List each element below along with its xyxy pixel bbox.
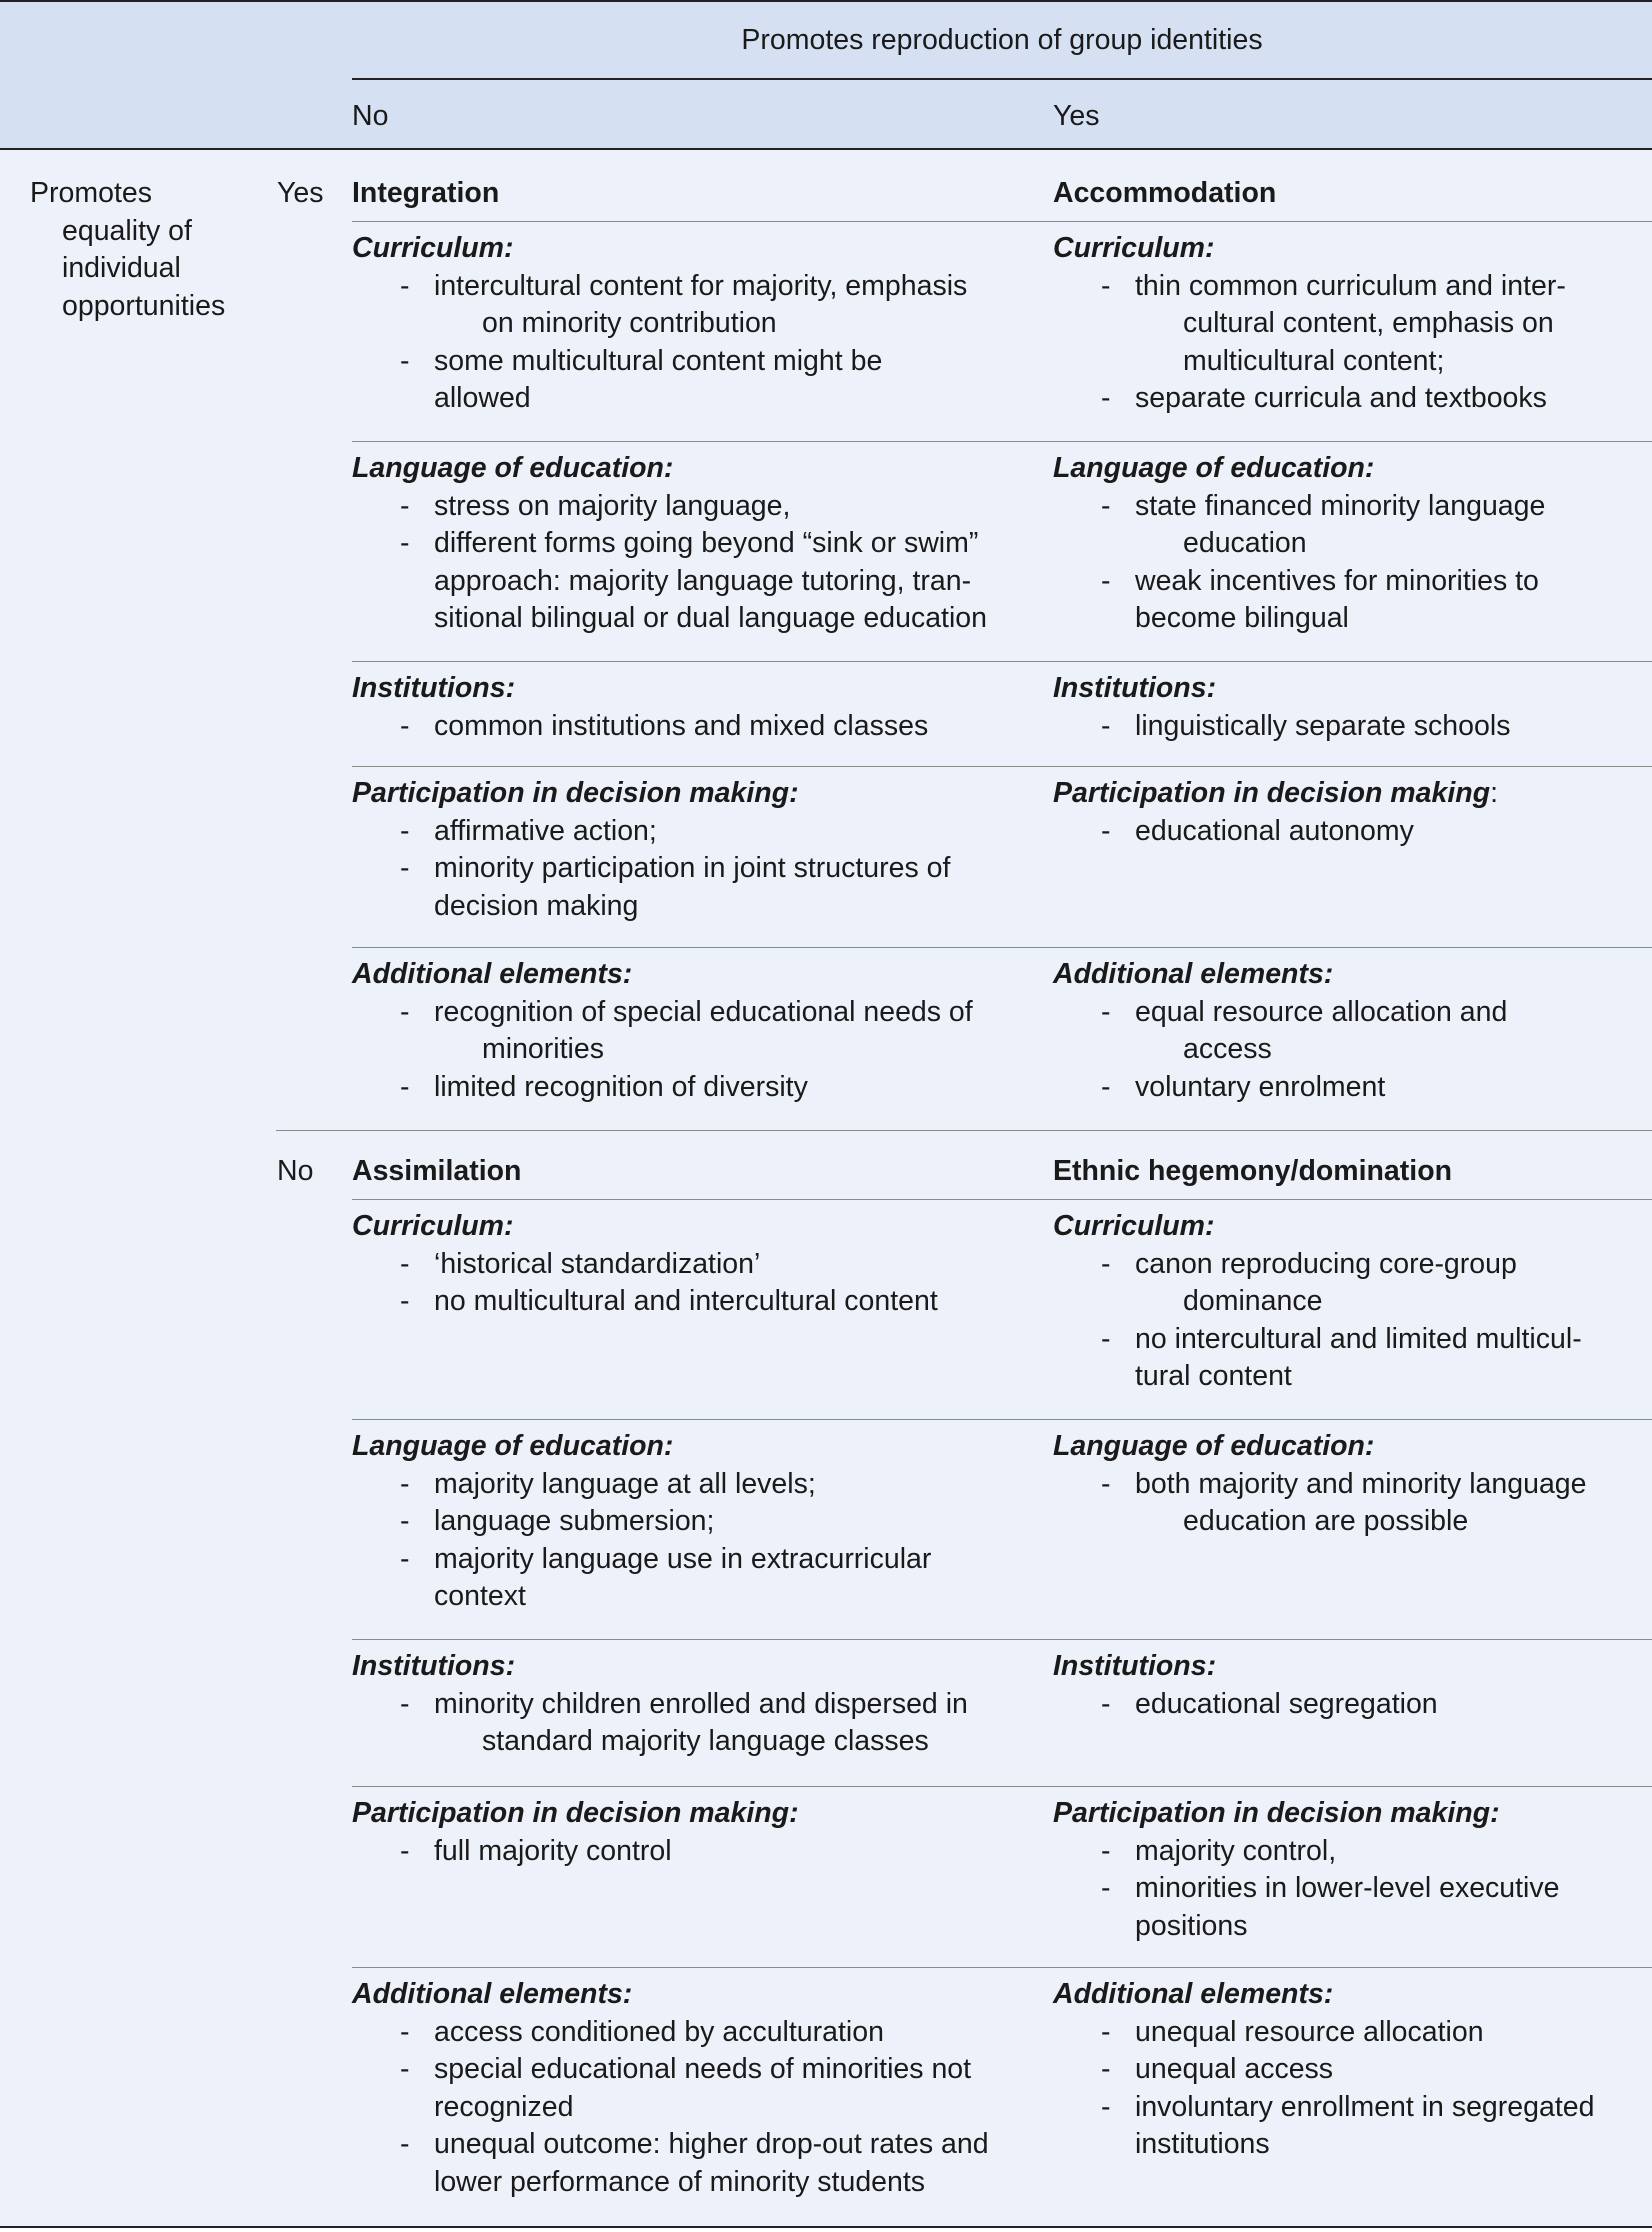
list-item-line: no intercultural and limited multicul- bbox=[1135, 1322, 1582, 1355]
column-group-heading: Promotes reproduction of group identities bbox=[741, 24, 1263, 56]
list-item-line: involuntary enrollment in segregated bbox=[1135, 2090, 1595, 2123]
list-item bbox=[352, 2014, 1032, 2052]
list-item bbox=[352, 1833, 1032, 1871]
subheading-text: Participation in decision making: bbox=[352, 777, 799, 809]
subheading bbox=[1053, 775, 1652, 813]
cell-institutions bbox=[352, 1648, 1032, 1761]
list-item-line: educational autonomy bbox=[1135, 814, 1414, 847]
subheading-text: Curriculum: bbox=[1053, 1210, 1215, 1242]
list-item-line: minorities in lower-level executive bbox=[1135, 1872, 1560, 1904]
list-item bbox=[352, 1686, 1032, 1761]
list-item-line: lower performance of minority students bbox=[434, 2165, 926, 2198]
row-group-heading bbox=[30, 175, 260, 325]
list-item-line: different forms going beyond “sink or swim” bbox=[434, 527, 979, 559]
cell-type-title bbox=[1053, 175, 1652, 213]
list-item bbox=[352, 2051, 1032, 2126]
list-item-line: linguistically separate schools bbox=[1135, 709, 1511, 742]
subheading bbox=[352, 1648, 1032, 1686]
subheading-text: Additional elements: bbox=[1053, 1978, 1334, 2010]
bullet-list bbox=[352, 1686, 1032, 1761]
list-item-line: both majority and minority language bbox=[1135, 1467, 1587, 1500]
list-item-line: full majority control bbox=[434, 1834, 672, 1867]
bullet-dash: - bbox=[400, 1247, 410, 1280]
list-item-line: recognized bbox=[434, 2090, 574, 2123]
cell-language bbox=[352, 1428, 1032, 1616]
list-item-line: minority participation in joint structures of bbox=[434, 852, 951, 884]
bullet-list bbox=[1053, 708, 1652, 746]
list-item bbox=[352, 525, 1032, 638]
table-section bbox=[352, 947, 1652, 1103]
table-section bbox=[352, 661, 1652, 742]
subheading-text: Institutions: bbox=[352, 672, 516, 704]
list-item bbox=[352, 1069, 1032, 1107]
type-title: Integration bbox=[352, 177, 500, 209]
list-item bbox=[1053, 813, 1652, 851]
subheading bbox=[352, 670, 1032, 708]
list-item-line: intercultural content for majority, emphasis bbox=[434, 269, 968, 302]
list-item-line: majority control, bbox=[1135, 1834, 1337, 1867]
subheading bbox=[1053, 1976, 1652, 2014]
bullet-list bbox=[1053, 1686, 1652, 1724]
list-item-line: majority language at all levels; bbox=[434, 1467, 816, 1500]
bullet-list bbox=[1053, 994, 1652, 1107]
table-section bbox=[352, 1786, 1652, 1942]
cell-additional bbox=[352, 956, 1032, 1106]
list-item bbox=[352, 850, 1032, 925]
table-section bbox=[352, 1199, 1652, 1392]
subheading bbox=[1053, 1208, 1652, 1246]
subheading bbox=[352, 956, 1032, 994]
list-item bbox=[352, 343, 1032, 418]
subheading-text: Participation in decision making bbox=[1053, 777, 1491, 809]
list-item-line: tural content bbox=[1135, 1360, 1292, 1392]
subheading bbox=[352, 1795, 1032, 1833]
bullet-list bbox=[352, 2014, 1032, 2202]
list-item bbox=[352, 1466, 1032, 1504]
subheading bbox=[1053, 1648, 1652, 1686]
bullet-dash: - bbox=[1101, 1834, 1111, 1867]
bullet-dash: - bbox=[1101, 995, 1111, 1028]
cell-language bbox=[1053, 1428, 1652, 1541]
subheading-text: Institutions: bbox=[352, 1650, 516, 1682]
bullet-list bbox=[352, 708, 1032, 746]
list-item-line: special educational needs of minorities not bbox=[434, 2053, 972, 2085]
bullet-dash: - bbox=[400, 527, 410, 559]
subheading-text: Language of education: bbox=[1053, 1430, 1375, 1462]
bullet-list bbox=[1053, 488, 1652, 638]
list-item-line: access bbox=[1183, 1033, 1272, 1065]
list-item-line: context bbox=[434, 1580, 526, 1612]
bullet-dash: - bbox=[400, 814, 410, 847]
bottom-rule bbox=[0, 2226, 1652, 2228]
cell-participation bbox=[1053, 1795, 1652, 1945]
bullet-list bbox=[1053, 1466, 1652, 1541]
bullet-dash: - bbox=[400, 2128, 410, 2160]
bullet-dash: - bbox=[1101, 564, 1111, 597]
list-item-line: limited recognition of diversity bbox=[434, 1070, 808, 1103]
cell-institutions bbox=[1053, 1648, 1652, 1723]
subheading-text: Institutions: bbox=[1053, 672, 1217, 704]
subheading bbox=[352, 1428, 1032, 1466]
row-group-heading-line: Promotes bbox=[30, 177, 152, 209]
table-section bbox=[352, 221, 1652, 414]
subheading-text: Curriculum: bbox=[352, 1210, 514, 1242]
subheading bbox=[1053, 1428, 1652, 1466]
bullet-list bbox=[352, 1466, 1032, 1616]
list-item-line: unequal access bbox=[1135, 2053, 1334, 2085]
list-item-line: allowed bbox=[434, 382, 531, 414]
list-item bbox=[1053, 708, 1652, 746]
list-item-line: voluntary enrolment bbox=[1135, 1070, 1386, 1103]
list-item-line: unequal resource allocation bbox=[1135, 2015, 1484, 2048]
list-item bbox=[1053, 994, 1652, 1069]
bullet-dash: - bbox=[400, 852, 410, 884]
list-item-line: dominance bbox=[1183, 1285, 1323, 1317]
subheading bbox=[1053, 956, 1652, 994]
bullet-list bbox=[352, 268, 1032, 418]
list-item-line: canon reproducing core-group bbox=[1135, 1247, 1517, 1280]
cell-additional bbox=[1053, 1976, 1652, 2164]
cell-additional bbox=[352, 1976, 1032, 2201]
list-item-line: educational segregation bbox=[1135, 1687, 1438, 1720]
subheading-text: Additional elements: bbox=[1053, 958, 1334, 990]
list-item-line: unequal outcome: higher drop-out rates and bbox=[434, 2128, 989, 2160]
cell-participation bbox=[352, 1795, 1032, 1870]
bullet-dash: - bbox=[400, 1542, 410, 1575]
bullet-dash: - bbox=[1101, 382, 1111, 414]
list-item bbox=[352, 994, 1032, 1069]
bullet-dash: - bbox=[1101, 1467, 1111, 1500]
list-item-line: weak incentives for minorities to bbox=[1135, 564, 1539, 597]
list-item-line: education are possible bbox=[1183, 1505, 1469, 1537]
bullet-dash: - bbox=[400, 489, 410, 522]
bullet-list bbox=[352, 488, 1032, 638]
bullet-dash: - bbox=[1101, 2015, 1111, 2048]
bullet-list bbox=[1053, 1833, 1652, 1946]
list-item-line: equal resource allocation and bbox=[1135, 995, 1508, 1028]
list-item-line: affirmative action; bbox=[434, 814, 657, 847]
list-item-line: ‘historical standardization’ bbox=[434, 1247, 761, 1280]
bullet-dash: - bbox=[1101, 814, 1111, 847]
list-item bbox=[1053, 268, 1652, 381]
subheading-text: Language of education: bbox=[352, 1430, 674, 1462]
list-item bbox=[1053, 1321, 1652, 1396]
bullet-dash: - bbox=[1101, 1322, 1111, 1355]
bullet-dash: - bbox=[1101, 1872, 1111, 1904]
row-group-heading-line: equality of bbox=[62, 214, 192, 247]
list-item-line: recognition of special educational needs of bbox=[434, 995, 973, 1028]
subheading bbox=[352, 1208, 1032, 1246]
row-group-heading-line: individual bbox=[62, 252, 181, 284]
cell-curriculum bbox=[1053, 1208, 1652, 1396]
list-item bbox=[352, 2126, 1032, 2201]
subheading-text: Language of education: bbox=[1053, 452, 1375, 484]
subheading bbox=[352, 1976, 1032, 2014]
bullet-dash: - bbox=[400, 1467, 410, 1500]
list-item-line: multicultural content; bbox=[1183, 344, 1445, 377]
bullet-dash: - bbox=[400, 2015, 410, 2048]
list-item bbox=[1053, 1686, 1652, 1724]
cell-institutions bbox=[1053, 670, 1652, 745]
type-title: Ethnic hegemony/domination bbox=[1053, 1155, 1453, 1187]
table-header bbox=[0, 0, 1652, 150]
list-item bbox=[352, 1283, 1032, 1321]
bullet-list bbox=[352, 1246, 1032, 1321]
cell-curriculum bbox=[1053, 230, 1652, 418]
bullet-dash: - bbox=[1101, 1247, 1111, 1280]
bullet-dash: - bbox=[1101, 269, 1111, 302]
bullet-dash: - bbox=[400, 1285, 410, 1317]
list-item bbox=[352, 488, 1032, 526]
bullet-dash: - bbox=[1101, 489, 1111, 522]
bullet-dash: - bbox=[1101, 1687, 1111, 1720]
bullet-dash: - bbox=[1101, 2053, 1111, 2085]
subheading-text: Additional elements: bbox=[352, 1978, 633, 2010]
list-item-line: minorities bbox=[482, 1033, 604, 1065]
list-item-line: institutions bbox=[1135, 2128, 1270, 2160]
subheading-colon: : bbox=[1490, 777, 1499, 809]
list-item bbox=[1053, 1833, 1652, 1871]
bullet-list bbox=[1053, 1246, 1652, 1396]
list-item-line: common institutions and mixed classes bbox=[434, 709, 929, 742]
list-item bbox=[352, 268, 1032, 343]
bullet-dash: - bbox=[1101, 709, 1111, 742]
list-item-line: approach: majority language tutoring, tran- bbox=[434, 564, 972, 597]
subheading-text: Curriculum: bbox=[1053, 232, 1215, 264]
list-item-line: positions bbox=[1135, 1909, 1248, 1942]
list-item-line: education bbox=[1183, 527, 1307, 559]
bullet-list bbox=[352, 1833, 1032, 1871]
cell-type-title bbox=[1053, 1153, 1652, 1191]
list-item bbox=[1053, 1466, 1652, 1541]
bullet-dash: - bbox=[400, 995, 410, 1028]
bullet-dash: - bbox=[400, 1834, 410, 1867]
row-divider bbox=[276, 1130, 1652, 1131]
list-item-line: language submersion; bbox=[434, 1505, 715, 1537]
list-item-line: majority language use in extracurricular bbox=[434, 1542, 932, 1575]
list-item bbox=[1053, 488, 1652, 563]
list-item bbox=[1053, 380, 1652, 418]
bullet-dash: - bbox=[1101, 1070, 1111, 1103]
column-heading-no: No bbox=[352, 100, 389, 132]
list-item-line: cultural content, emphasis on bbox=[1183, 307, 1554, 339]
list-item-line: access conditioned by acculturation bbox=[434, 2015, 884, 2048]
list-item bbox=[352, 708, 1032, 746]
list-item-line: thin common curriculum and inter- bbox=[1135, 269, 1566, 302]
bullet-dash: - bbox=[400, 709, 410, 742]
subheading-text: Participation in decision making: bbox=[352, 1797, 799, 1829]
table-section bbox=[352, 441, 1652, 634]
bullet-list bbox=[1053, 813, 1652, 851]
bullet-dash: - bbox=[400, 269, 410, 302]
bullet-dash: - bbox=[400, 1687, 410, 1720]
subheading-text: Language of education: bbox=[352, 452, 674, 484]
list-item-line: sitional bilingual or dual language education bbox=[434, 602, 987, 634]
list-item bbox=[352, 1246, 1032, 1284]
bullet-dash: - bbox=[400, 1505, 410, 1537]
list-item bbox=[1053, 1069, 1652, 1107]
list-item bbox=[352, 813, 1032, 851]
table-section bbox=[352, 1419, 1652, 1612]
cell-participation bbox=[1053, 775, 1652, 850]
bullet-list bbox=[1053, 268, 1652, 418]
list-item bbox=[1053, 2051, 1652, 2089]
subheading bbox=[1053, 450, 1652, 488]
list-item-line: decision making bbox=[434, 889, 639, 922]
bullet-dash: - bbox=[400, 1070, 410, 1103]
subheading-text: Institutions: bbox=[1053, 1650, 1217, 1682]
table-section bbox=[352, 766, 1652, 922]
cell-institutions bbox=[352, 670, 1032, 745]
list-item bbox=[1053, 1246, 1652, 1321]
bullet-dash: - bbox=[1101, 2090, 1111, 2123]
subheading bbox=[352, 230, 1032, 268]
list-item-line: no multicultural and intercultural content bbox=[434, 1285, 938, 1317]
list-item bbox=[352, 1541, 1032, 1616]
list-item-line: stress on majority language, bbox=[434, 489, 791, 522]
table-section bbox=[352, 1967, 1652, 2198]
bullet-list bbox=[1053, 2014, 1652, 2164]
list-item-line: minority children enrolled and dispersed in bbox=[434, 1687, 968, 1720]
cell-type-title bbox=[352, 1153, 1032, 1191]
list-item-line: standard majority language classes bbox=[482, 1725, 929, 1757]
subheading-text: Additional elements: bbox=[352, 958, 633, 990]
cell-additional bbox=[1053, 956, 1652, 1106]
bullet-list bbox=[352, 813, 1032, 926]
column-heading-yes: Yes bbox=[1053, 100, 1100, 132]
list-item bbox=[1053, 1870, 1652, 1945]
bullet-dash: - bbox=[400, 2053, 410, 2085]
subheading bbox=[352, 450, 1032, 488]
subheading bbox=[1053, 670, 1652, 708]
bullet-dash: - bbox=[400, 344, 410, 377]
list-item-line: become bilingual bbox=[1135, 602, 1349, 634]
list-item-line: separate curricula and textbooks bbox=[1135, 382, 1547, 414]
subheading-text: Curriculum: bbox=[352, 232, 514, 264]
cell-curriculum bbox=[352, 230, 1032, 418]
list-item bbox=[1053, 2089, 1652, 2164]
header-rule bbox=[352, 78, 1652, 80]
cell-type-title bbox=[352, 175, 1032, 213]
list-item bbox=[1053, 2014, 1652, 2052]
subheading bbox=[352, 775, 1032, 813]
subheading bbox=[1053, 230, 1652, 268]
table-section bbox=[352, 1639, 1652, 1757]
list-item-line: state financed minority language bbox=[1135, 489, 1546, 522]
subheading bbox=[1053, 1795, 1652, 1833]
list-item bbox=[1053, 563, 1652, 638]
bullet-list bbox=[352, 994, 1032, 1107]
subheading-text: Participation in decision making: bbox=[1053, 1797, 1500, 1829]
type-title: Assimilation bbox=[352, 1155, 522, 1187]
list-item-line: on minority contribution bbox=[482, 307, 777, 339]
cell-language bbox=[352, 450, 1032, 638]
row-heading-yes: Yes bbox=[277, 177, 324, 209]
cell-curriculum bbox=[352, 1208, 1032, 1321]
type-title: Accommodation bbox=[1053, 177, 1277, 209]
cell-participation bbox=[352, 775, 1032, 925]
list-item bbox=[352, 1503, 1032, 1541]
cell-language bbox=[1053, 450, 1652, 638]
list-item-line: some multicultural content might be bbox=[434, 344, 883, 377]
row-group-heading-line: opportunities bbox=[62, 289, 226, 322]
row-heading-no: No bbox=[277, 1155, 314, 1187]
